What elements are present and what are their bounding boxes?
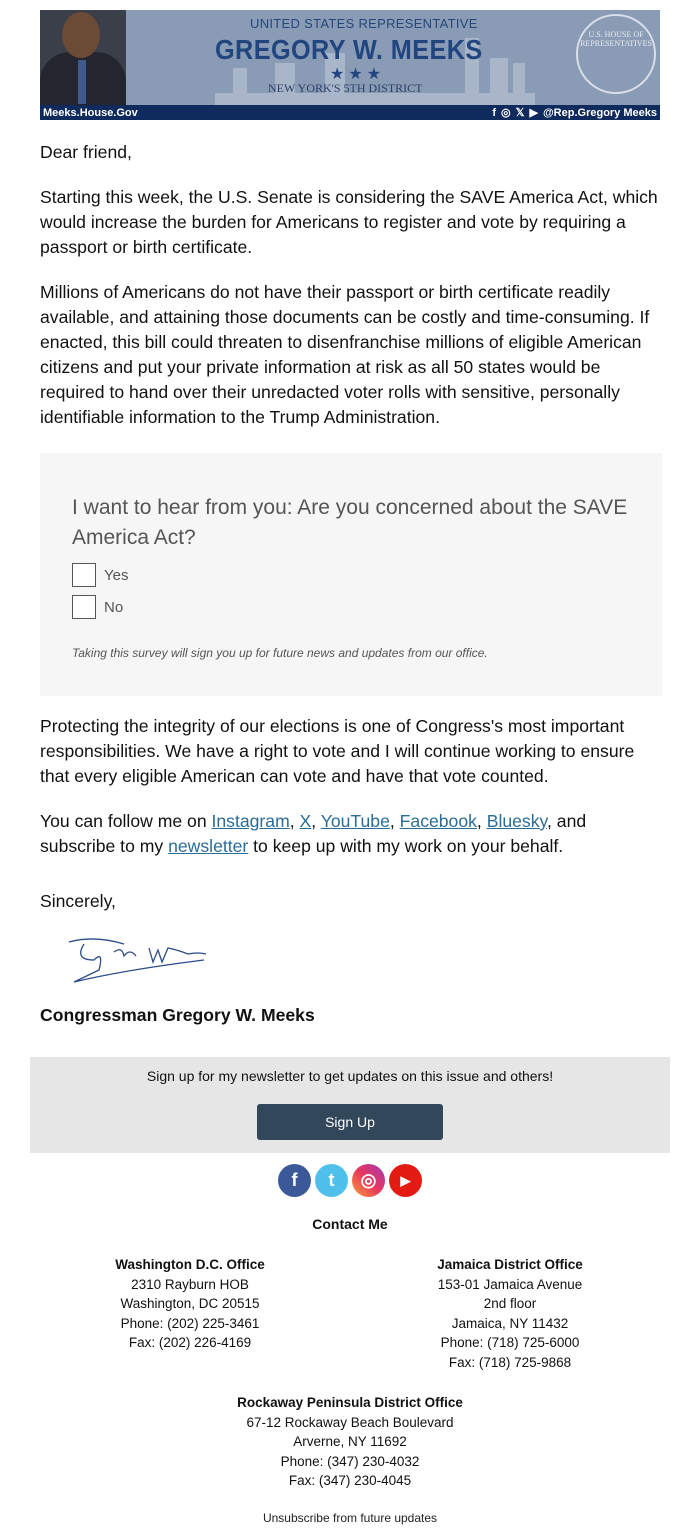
office-title: Rockaway Peninsula District Office (237, 1395, 463, 1410)
survey-box (40, 453, 662, 696)
survey-option-yes[interactable] (72, 559, 630, 591)
house-seal-icon (576, 14, 656, 94)
bluesky-link[interactable]: Bluesky (486, 811, 548, 831)
option-label: No (104, 598, 124, 616)
banner-handle: @Rep.Gregory Meeks (542, 106, 657, 119)
facebook-icon[interactable]: f (278, 1164, 311, 1197)
x-icon: 𝕏 (515, 107, 525, 119)
option-label: Yes (104, 566, 129, 584)
letter-body (40, 140, 662, 1048)
fax: Fax: (347) 230-4045 (288, 1473, 412, 1489)
survey-question: I want to hear from you: Are you concerned about the SAVE America Act? (72, 496, 628, 549)
banner-website: Meeks.House.Gov (43, 106, 138, 119)
newsletter-text: Sign up for my newsletter to get updates on this issue and others! (146, 1068, 554, 1084)
text: You can follow me on (40, 811, 212, 831)
phone: Phone: (347) 230-4032 (280, 1453, 420, 1469)
banner-name: GREGORY W. MEEKS (215, 34, 483, 65)
contact-heading: Contact Me (312, 1216, 388, 1232)
facebook-icon: f (492, 106, 496, 119)
address-line: 2nd floor (483, 1296, 537, 1312)
paragraph: Starting this week, the U.S. Senate is considering the SAVE America Act, which would increase the burden for Americans to register and vote by requiring a passport or birth certificate. (40, 187, 658, 257)
banner-subtitle: UNITED STATES REPRESENTATIVE (250, 16, 478, 31)
address-line: 2310 Rayburn HOB (131, 1276, 249, 1292)
jamaica-office (380, 1255, 640, 1373)
text: and subscribe to my (40, 811, 587, 856)
phone: Phone: (718) 725-6000 (440, 1335, 580, 1351)
rockaway-office (220, 1393, 480, 1491)
x-link[interactable]: X (299, 811, 312, 831)
banner-district: NEW YORK'S 5TH DISTRICT (268, 81, 423, 95)
signature-image (64, 930, 214, 990)
address-line: Jamaica, NY 11432 (451, 1315, 569, 1331)
fax: Fax: (202) 226-4169 (128, 1335, 252, 1351)
text: to keep up with my work on your behalf. (248, 836, 564, 856)
unsubscribe-link[interactable]: Unsubscribe from future updates (262, 1511, 438, 1525)
follow-paragraph: You can follow me on Instagram, X, YouTube, Facebook, Bluesky, and subscribe to my newsletter to keep up with my work on your behalf. (40, 811, 587, 856)
signoff-name: Congressman Gregory W. Meeks (40, 1005, 315, 1025)
sign-up-button[interactable]: Sign Up (257, 1104, 443, 1140)
office-title: Jamaica District Office (437, 1257, 583, 1272)
address-line: 153-01 Jamaica Avenue (437, 1276, 583, 1292)
newsletter-link[interactable]: newsletter (168, 836, 249, 856)
checkbox[interactable] (72, 563, 96, 587)
instagram-icon: ◎ (501, 107, 511, 119)
instagram-link[interactable]: Instagram (211, 811, 290, 831)
youtube-icon: ▶ (529, 107, 538, 119)
survey-note: Taking this survey will sign you up for future news and updates from our office. (72, 646, 488, 660)
youtube-link[interactable]: YouTube (320, 811, 390, 831)
stars-icon: ★★★ (330, 66, 386, 83)
fax: Fax: (718) 725-9868 (448, 1354, 572, 1370)
phone: Phone: (202) 225-3461 (120, 1315, 260, 1331)
survey-option-no[interactable] (72, 591, 630, 623)
paragraph: Millions of Americans do not have their passport or birth certificate readily available, and attaining those documents can be costly and time-consuming. If enacted, this bill could threaten to disenfranchise millions of eligible American citizens and put your private information at risk as all 50 states would be required to hand over their unredacted voter rolls with sensitive, personally identifiable information to the Trump Administration. (40, 282, 650, 427)
address-line: Arverne, NY 11692 (293, 1434, 407, 1450)
newsletter-signup (30, 1057, 670, 1153)
instagram-icon[interactable]: ◎ (352, 1164, 385, 1197)
address-line: 67-12 Rockaway Beach Boulevard (246, 1414, 454, 1430)
youtube-icon[interactable]: ▶ (389, 1164, 422, 1197)
header-banner (40, 10, 660, 120)
office-title: Washington D.C. Office (115, 1257, 265, 1272)
twitter-icon[interactable]: t (315, 1164, 348, 1197)
paragraph: Protecting the integrity of our elections is one of Congress's most important responsibilities. We have a right to vote and I will continue working to ensure that every eligible American can vote and have that vote counted. (40, 716, 635, 786)
checkbox[interactable] (72, 595, 96, 619)
banner-bar (40, 105, 660, 120)
closing: Sincerely, (40, 891, 116, 911)
greeting: Dear friend, (40, 142, 132, 162)
dc-office (60, 1255, 320, 1353)
address-line: Washington, DC 20515 (120, 1296, 260, 1312)
social-icons (0, 1164, 700, 1197)
facebook-link[interactable]: Facebook (399, 811, 477, 831)
seal-text: U.S. HOUSE OF REPRESENTATIVES (580, 30, 652, 48)
congressman-photo (40, 10, 126, 108)
